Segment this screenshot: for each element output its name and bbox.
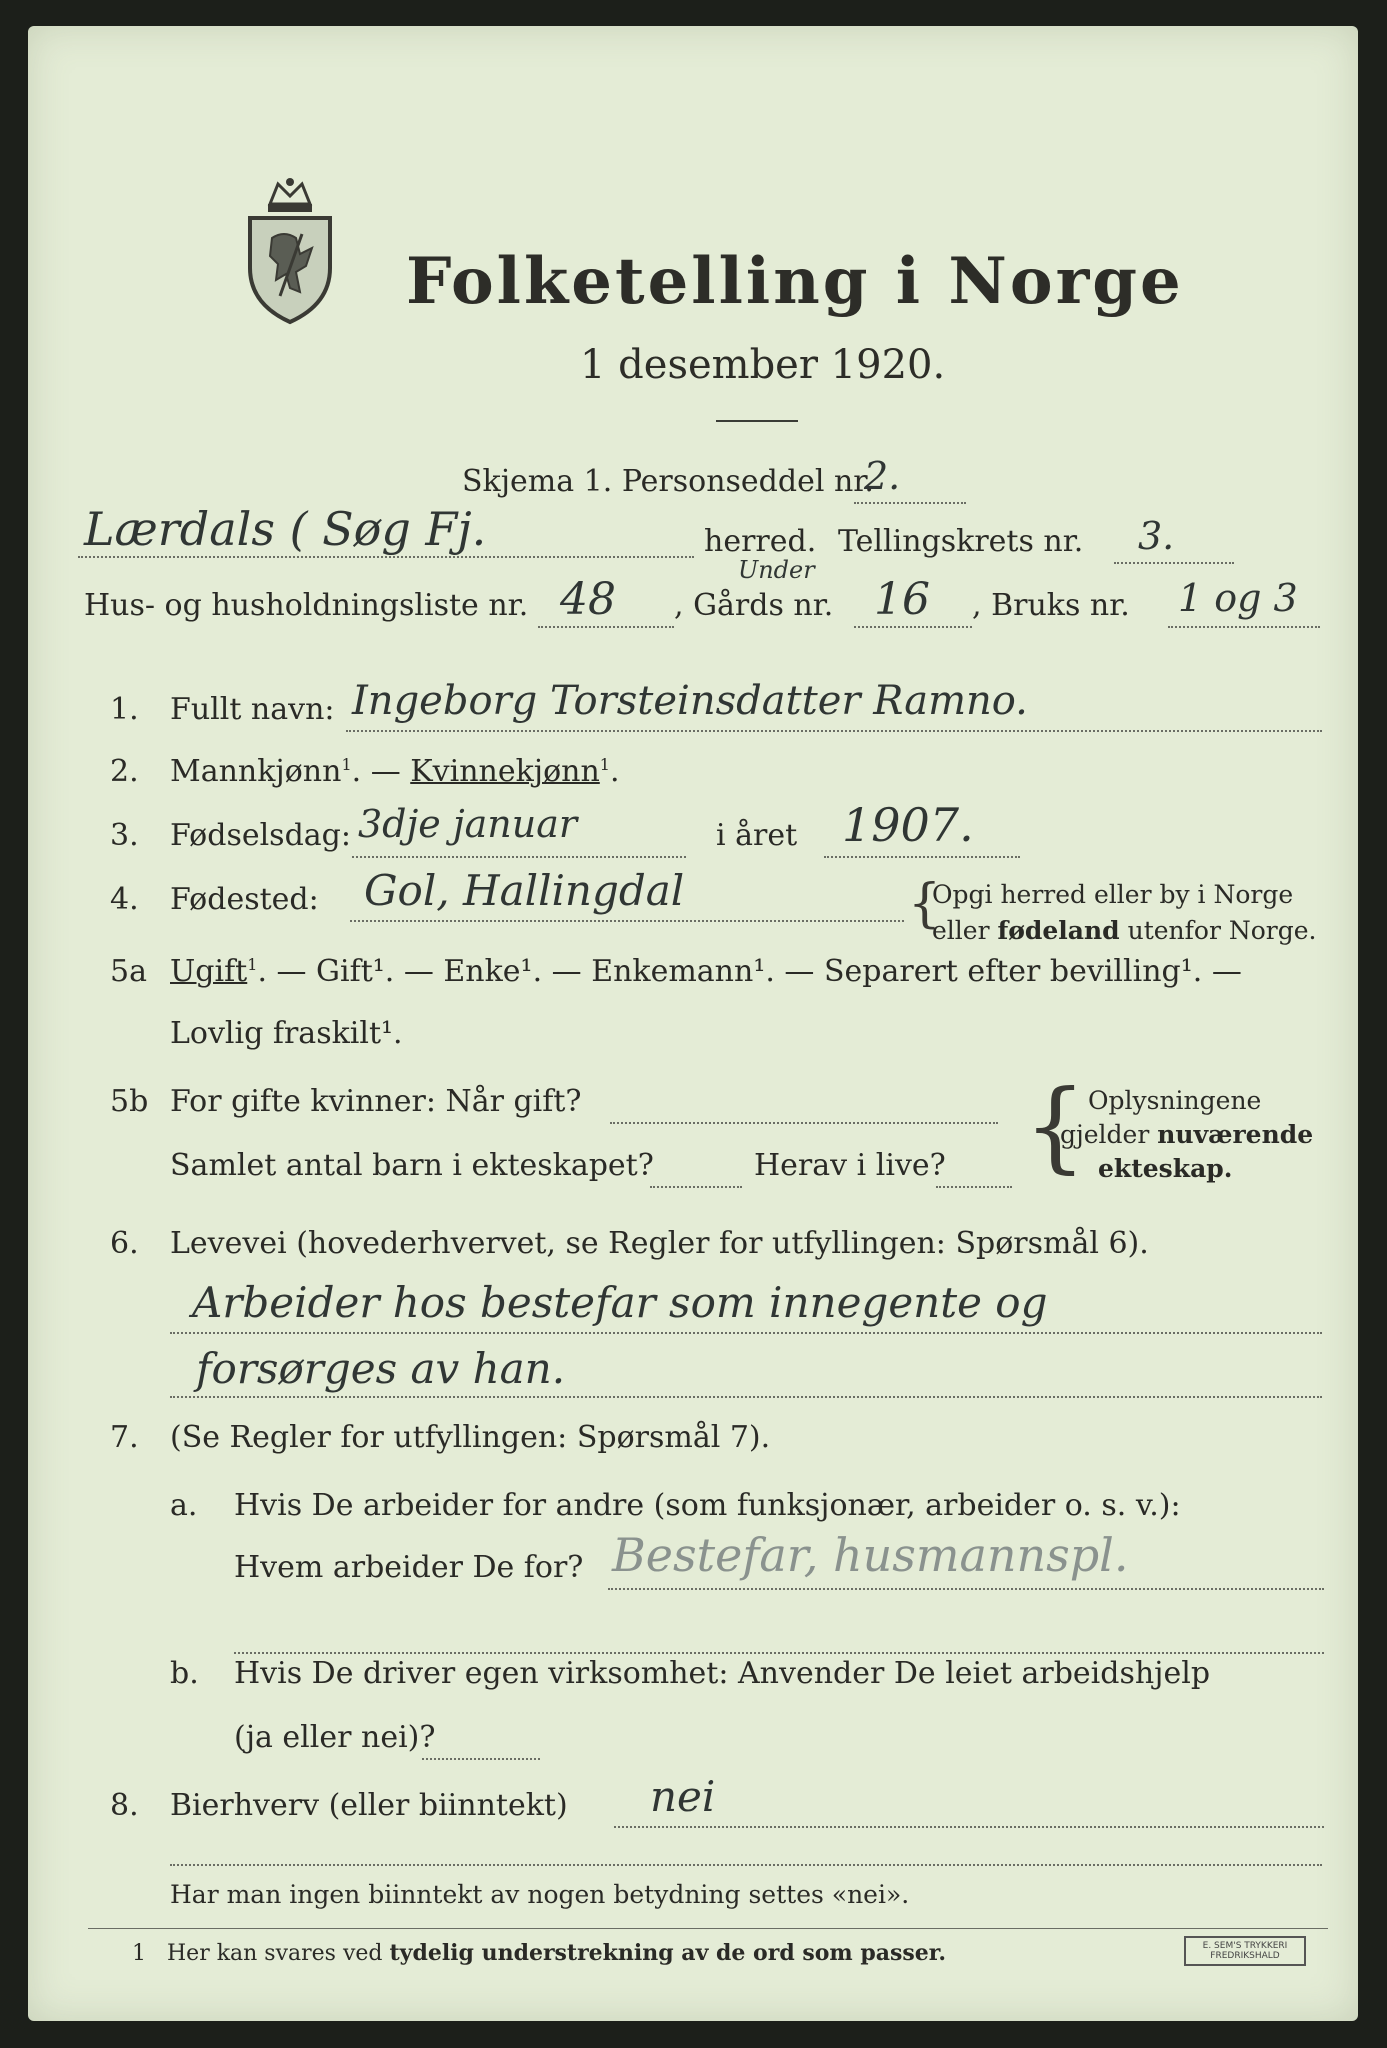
q7a-line-2 [234,1652,1324,1654]
q5b-note-2: gjelder nuværende [1060,1120,1314,1149]
birth-year-value: 1907. [842,798,974,852]
q5b-when-line [610,1122,998,1124]
census-form [28,26,1358,2021]
q3-day-line [352,856,686,858]
q5b-label: For gifte kvinner: Når gift? [170,1084,582,1119]
q7b-label-1: Hvis De driver egen virksomhet: Anvender De leiet arbeidshjelp [234,1656,1211,1691]
q5b-alive-label: Herav i live? [754,1148,946,1183]
q5b-alive-line [936,1186,1012,1188]
q5a-number: 5a [110,954,147,989]
tellingskrets-line [1114,562,1234,564]
q4-label: Fødested: [170,882,319,917]
footnote: 1 Her kan svares ved tydelig understrekning av de ord som passer. [132,1940,946,1966]
q3-label: Fødselsdag: [170,818,351,853]
bruks-nr: 1 og 3 [1178,576,1298,620]
bruks-label: , Bruks nr. [972,588,1130,623]
q8-number: 8. [110,1788,139,1823]
q4-brace: { [908,874,942,934]
q2-number: 2. [110,754,139,789]
q3-year-label: i året [716,818,798,853]
q8-line [614,1826,1324,1828]
q5b-children-label: Samlet antal barn i ekteskapet? [170,1148,654,1183]
q5b-brace: { [1024,1070,1087,1184]
full-name-value: Ingeborg Torsteinsdatter Ramno. [352,678,1028,724]
gards-annotation: Under [738,556,815,584]
q5b-children-line [650,1186,742,1188]
schema-label: Skjema 1. Personseddel nr. [462,464,874,499]
q5b-note-1: Oplysningene [1088,1086,1262,1115]
male-option: Mannkjønn [170,754,342,789]
q5a-line-2: Lovlig fraskilt¹. [170,1016,403,1051]
q7a-number: a. [170,1488,198,1523]
printer-stamp: E. SEM'S TRYKKERI FREDRIKSHALD [1184,1936,1306,1966]
gards-nr: 16 [874,574,930,625]
personseddel-nr: 2. [864,454,901,498]
q7a-label-1: Hvis De arbeider for andre (som funksjonær, arbeider o. s. v.): [234,1488,1181,1523]
q8-extra-line [170,1864,1322,1866]
side-income-note: Har man ingen biinntekt av nogen betydning settes «nei». [170,1880,910,1909]
herred-value: Lærdals ( Søg Fj. [84,502,487,556]
husholdningsliste-nr: 48 [560,574,616,625]
q1-label: Fullt navn: [170,692,335,727]
herred-label: herred. [704,524,817,559]
q7-label: (Se Regler for utfyllingen: Spørsmål 7). [170,1420,771,1455]
q7a-label-2: Hvem arbeider De for? [234,1550,584,1585]
q7b-number: b. [170,1656,199,1691]
q6-label: Levevei (hovederhvervet, se Regler for utfyllingen: Spørsmål 6). [170,1226,1149,1261]
q1-number: 1. [110,692,139,727]
q6-number: 6. [110,1226,139,1261]
tellingskrets-nr: 3. [1138,514,1175,558]
gards-label: , Gårds nr. [674,588,834,623]
q4-note-1: Opgi herred eller by i Norge [932,880,1294,909]
husholdningsliste-line [538,626,674,628]
q4-number: 4. [110,882,139,917]
q7a-line-1 [608,1588,1324,1590]
bruks-line [1168,626,1320,628]
q2-line: Mannkjønn$^1$. — Kvinnekjønn$^1$. [170,754,620,789]
occupation-value-2: forsørges av han. [196,1344,566,1393]
occupation-value-1: Arbeider hos bestefar som innegente og [192,1278,1048,1327]
footnote-divider [88,1928,1328,1929]
tellingskrets-label: Tellingskrets nr. [838,524,1084,559]
female-option-underlined: Kvinnekjønn [410,754,600,789]
q6-line-1 [170,1332,1322,1334]
husholdningsliste-label: Hus- og husholdningsliste nr. [84,588,529,623]
q6-line-2 [170,1396,1322,1398]
q4-note-2: eller fødeland utenfor Norge. [932,916,1317,945]
q7-number: 7. [110,1420,139,1455]
birth-day-value: 3dje januar [358,802,578,846]
norwegian-coat-of-arms-icon [240,176,340,326]
q4-line [350,920,904,922]
herred-line [78,556,694,558]
side-income-value: nei [650,1772,716,1821]
personseddel-line [854,502,966,504]
q5b-number: 5b [110,1084,149,1119]
q7b-line [422,1758,540,1760]
q1-line [346,730,1322,732]
q3-year-line [824,856,1020,858]
q5a-line: Ugift$^1$. — Gift¹. — Enke¹. — Enkemann¹. — Separert efter bevilling¹. — [170,954,1242,989]
unmarried-option-underlined: Ugift [170,954,248,989]
q3-number: 3. [110,818,139,853]
title-divider [716,420,798,422]
q8-label: Bierhverv (eller biinntekt) [170,1788,568,1823]
q5b-note-3: ekteskap. [1098,1154,1233,1183]
form-title: Folketelling i Norge [406,244,1184,319]
gards-line [854,626,972,628]
q7b-label-2: (ja eller nei)? [234,1720,436,1755]
employer-value: Bestefar, husmannspl. [612,1528,1129,1582]
birthplace-value: Gol, Hallingdal [364,866,685,915]
census-date: 1 desember 1920. [580,342,946,388]
